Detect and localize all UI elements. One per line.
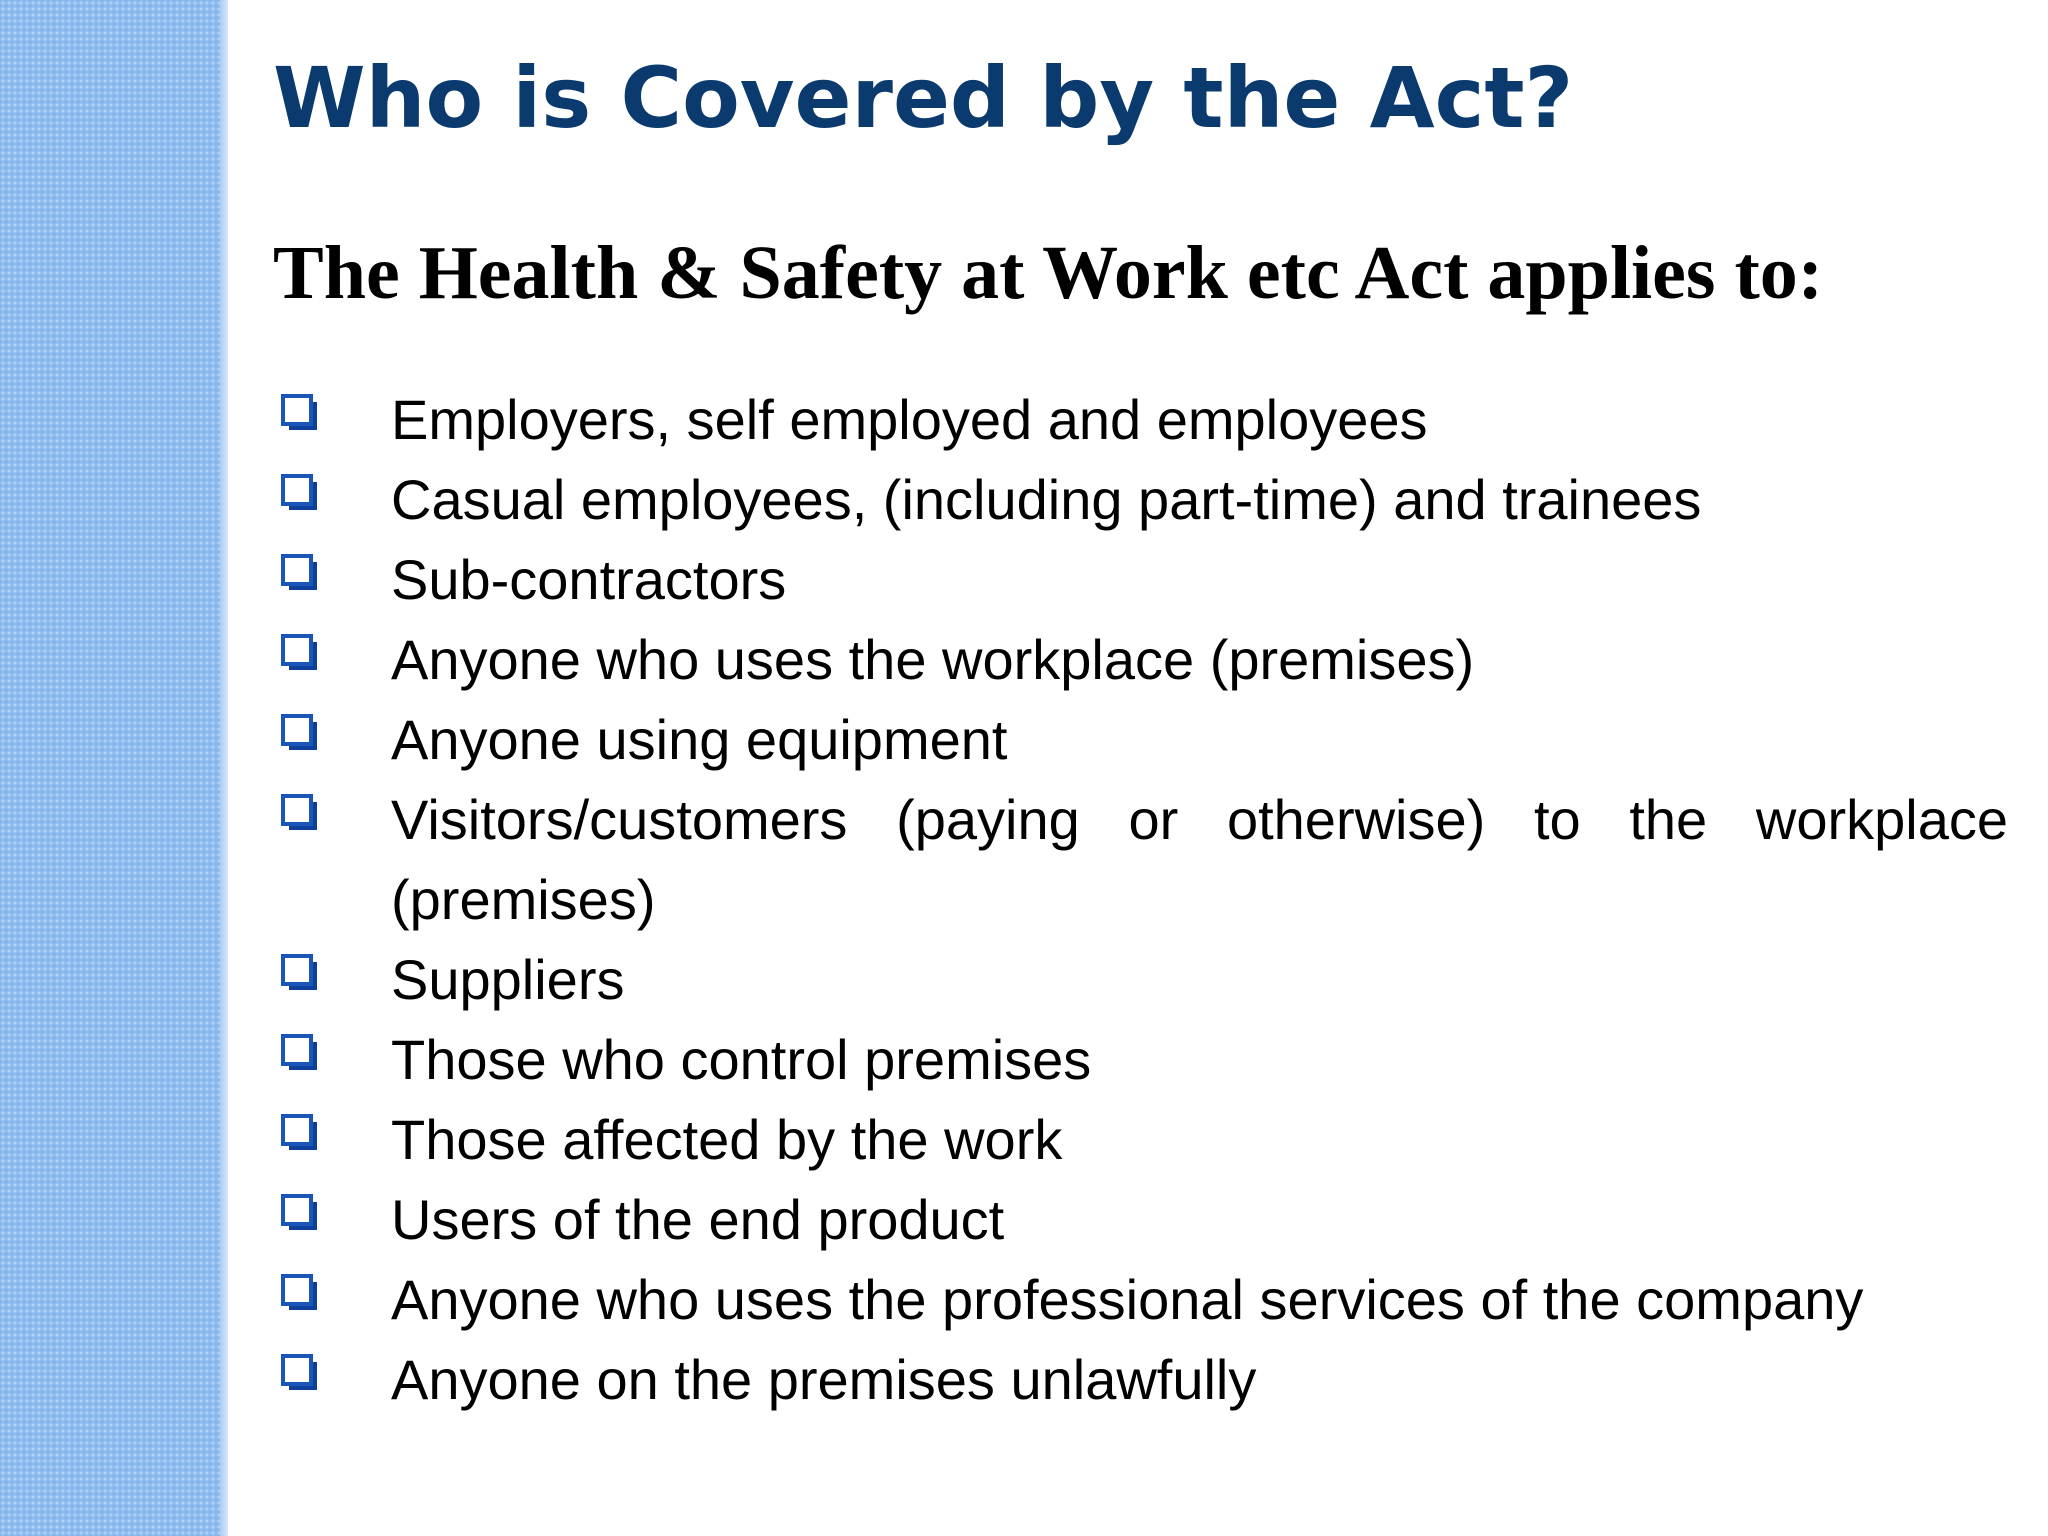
- list-item: [273, 1340, 2008, 1420]
- checkbox-icon: [281, 1114, 319, 1152]
- checkbox-icon: [281, 1354, 319, 1392]
- slide-subtitle: The Health & Safety at Work etc Act applies to:: [273, 231, 1824, 315]
- list-item-text: Those affected by the work: [391, 1108, 1063, 1171]
- list-item: [273, 620, 2008, 700]
- checkbox-icon: [281, 714, 319, 752]
- checkbox-icon: [281, 1194, 319, 1232]
- decorative-side-band: [0, 0, 226, 1536]
- checkbox-icon: [281, 554, 319, 592]
- list-item: [273, 380, 2008, 460]
- checkbox-icon: [281, 954, 319, 992]
- list-item-text: Sub-contractors: [391, 548, 787, 611]
- list-item-text: Visitors/customers (paying or otherwise) to the workplace (premises): [391, 788, 2008, 931]
- list-item-text: Anyone using equipment: [391, 708, 1008, 771]
- checkbox-icon: [281, 1274, 319, 1312]
- list-item-text: Users of the end product: [391, 1188, 1005, 1251]
- list-item: [273, 460, 2008, 540]
- list-item: [273, 1020, 2008, 1100]
- list-item: [273, 780, 2008, 940]
- list-item: [273, 940, 2008, 1020]
- list-item: [273, 1180, 2008, 1260]
- checkbox-icon: [281, 1034, 319, 1072]
- side-band-edge: [220, 0, 228, 1536]
- list-item-text: Anyone who uses the workplace (premises): [391, 628, 1475, 691]
- list-item: [273, 540, 2008, 620]
- list-item-text: Those who control premises: [391, 1028, 1092, 1091]
- checkbox-icon: [281, 794, 319, 832]
- checkbox-icon: [281, 634, 319, 672]
- list-item-text: Anyone on the premises unlawfully: [391, 1348, 1257, 1411]
- list-item-text: Suppliers: [391, 948, 625, 1011]
- checkbox-icon: [281, 394, 319, 432]
- checkbox-icon: [281, 474, 319, 512]
- list-item: [273, 1100, 2008, 1180]
- coverage-list: [273, 380, 2008, 1420]
- list-item: [273, 700, 2008, 780]
- slide-title: Who is Covered by the Act?: [273, 49, 1574, 147]
- list-item-text: Casual employees, (including part-time) and trainees: [391, 468, 1702, 531]
- list-item-text: Anyone who uses the professional services of the company: [391, 1268, 1864, 1331]
- list-item-text: Employers, self employed and employees: [391, 388, 1428, 451]
- list-item: [273, 1260, 2008, 1340]
